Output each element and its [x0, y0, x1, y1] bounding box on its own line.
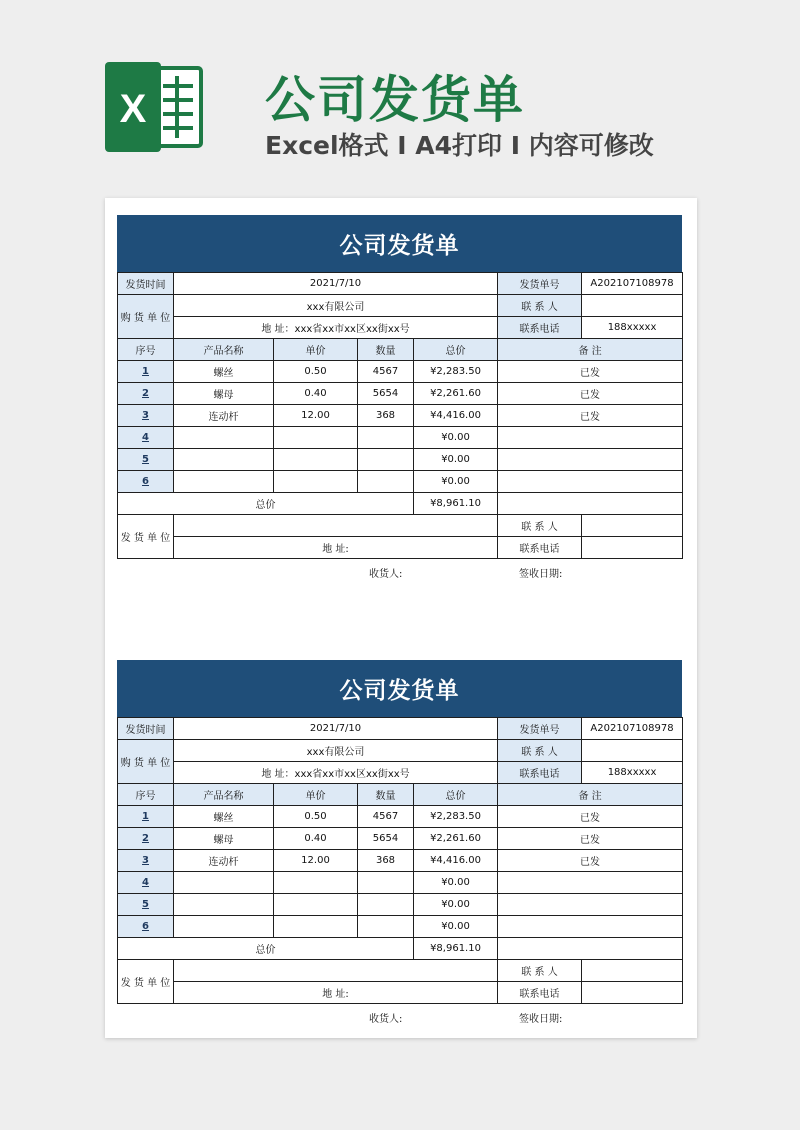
table-row: [118, 894, 683, 916]
col-header-qty: 数量: [358, 784, 414, 806]
sender-row: [118, 960, 683, 982]
row-name[interactable]: 连动杆: [174, 850, 274, 872]
row-qty[interactable]: 4567: [358, 806, 414, 828]
phone-label: 联系电话: [498, 762, 582, 784]
buyer-row: [118, 740, 683, 762]
col-header-price: 单价: [274, 339, 358, 361]
row-note[interactable]: 已发: [498, 828, 683, 850]
sender-contact-value[interactable]: [582, 960, 683, 982]
table-row: [118, 471, 683, 493]
row-no[interactable]: 5: [118, 894, 174, 916]
sender-value[interactable]: [174, 960, 498, 982]
sum-note[interactable]: [498, 938, 683, 960]
row-no[interactable]: 5: [118, 449, 174, 471]
sum-row: [118, 938, 683, 960]
col-header-note: 备 注: [498, 339, 683, 361]
row-no[interactable]: 2: [118, 383, 174, 405]
row-price[interactable]: 0.40: [274, 383, 358, 405]
table-row: [118, 850, 683, 872]
sign-date-label: 签收日期:: [519, 1014, 563, 1025]
row-total[interactable]: ¥0.00: [414, 471, 498, 493]
row-note[interactable]: [498, 427, 683, 449]
row-no[interactable]: 4: [118, 872, 174, 894]
ship-no-label: 发货单号: [498, 718, 582, 740]
ship-info-row: [118, 273, 683, 295]
phone-value[interactable]: 188xxxxx: [582, 317, 683, 339]
row-name[interactable]: [174, 449, 274, 471]
row-price[interactable]: [274, 872, 358, 894]
row-price[interactable]: 0.40: [274, 828, 358, 850]
sender-phone-value[interactable]: [582, 982, 683, 1004]
row-qty[interactable]: 5654: [358, 828, 414, 850]
buyer-label: 购 货 单 位: [118, 295, 174, 339]
row-total[interactable]: ¥4,416.00: [414, 850, 498, 872]
col-header-name: 产品名称: [174, 784, 274, 806]
row-name[interactable]: 螺丝: [174, 361, 274, 383]
hero-title: 公司发货单: [265, 71, 525, 129]
row-note[interactable]: [498, 894, 683, 916]
row-price[interactable]: [274, 471, 358, 493]
contact-value[interactable]: [582, 295, 683, 317]
row-price[interactable]: [274, 427, 358, 449]
excel-logo-letter: X: [119, 87, 147, 131]
ship-time-label: 发货时间: [118, 718, 174, 740]
table-row: [118, 828, 683, 850]
row-price[interactable]: [274, 449, 358, 471]
row-no[interactable]: 1: [118, 806, 174, 828]
sum-note[interactable]: [498, 493, 683, 515]
table-row: [118, 361, 683, 383]
sender-address-row: [118, 982, 683, 1004]
buyer-address-row: [118, 762, 683, 784]
row-name[interactable]: [174, 894, 274, 916]
row-total[interactable]: ¥4,416.00: [414, 405, 498, 427]
col-header-total: 总价: [414, 339, 498, 361]
row-total[interactable]: ¥0.00: [414, 894, 498, 916]
sum-value[interactable]: ¥8,961.10: [414, 493, 498, 515]
ship-no-value[interactable]: A202107108978: [582, 718, 683, 740]
excel-logo-icon: [105, 62, 205, 152]
sender-address-label[interactable]: 地 址:: [174, 982, 498, 1004]
row-no[interactable]: 1: [118, 361, 174, 383]
row-qty[interactable]: 368: [358, 850, 414, 872]
row-note[interactable]: [498, 449, 683, 471]
document-paper: [105, 198, 697, 1038]
buyer-address-row: [118, 317, 683, 339]
sign-footer: [117, 1004, 682, 1028]
row-total[interactable]: ¥2,283.50: [414, 361, 498, 383]
sender-contact-value[interactable]: [582, 515, 683, 537]
row-qty[interactable]: 5654: [358, 383, 414, 405]
row-total[interactable]: ¥2,261.60: [414, 828, 498, 850]
phone-value[interactable]: 188xxxxx: [582, 762, 683, 784]
row-total[interactable]: ¥2,283.50: [414, 806, 498, 828]
buyer-label: 购 货 单 位: [118, 740, 174, 784]
hero-subtitle: Excel格式 I A4打印 I 内容可修改: [265, 131, 654, 160]
row-qty[interactable]: [358, 471, 414, 493]
row-name[interactable]: 螺丝: [174, 806, 274, 828]
row-price[interactable]: 12.00: [274, 405, 358, 427]
invoice-form-1: [117, 215, 682, 583]
table-row: [118, 405, 683, 427]
table-row: [118, 383, 683, 405]
table-row: [118, 806, 683, 828]
row-qty[interactable]: [358, 894, 414, 916]
col-header-note: 备 注: [498, 784, 683, 806]
sender-address-label[interactable]: 地 址:: [174, 537, 498, 559]
row-no[interactable]: 3: [118, 405, 174, 427]
sum-label: 总价: [118, 938, 414, 960]
table-row: [118, 427, 683, 449]
buyer-address[interactable]: 地 址：xxx省xx市xx区xx街xx号: [174, 317, 498, 339]
buyer-row: [118, 295, 683, 317]
sender-value[interactable]: [174, 515, 498, 537]
row-price[interactable]: 0.50: [274, 806, 358, 828]
table-row: [118, 872, 683, 894]
sender-contact-label: 联 系 人: [498, 515, 582, 537]
col-header-no: 序号: [118, 784, 174, 806]
invoice-table: [117, 272, 683, 559]
form-title: 公司发货单: [117, 215, 682, 272]
row-note[interactable]: 已发: [498, 361, 683, 383]
sender-label: 发 货 单 位: [118, 960, 174, 1004]
ship-no-value[interactable]: A202107108978: [582, 273, 683, 295]
sum-value[interactable]: ¥8,961.10: [414, 938, 498, 960]
contact-label: 联 系 人: [498, 295, 582, 317]
row-note[interactable]: [498, 872, 683, 894]
ship-time-value[interactable]: 2021/7/10: [174, 718, 498, 740]
row-qty[interactable]: [358, 427, 414, 449]
row-note[interactable]: 已发: [498, 850, 683, 872]
row-note[interactable]: [498, 471, 683, 493]
col-header-total: 总价: [414, 784, 498, 806]
row-price[interactable]: 0.50: [274, 361, 358, 383]
row-total[interactable]: ¥0.00: [414, 872, 498, 894]
sender-label: 发 货 单 位: [118, 515, 174, 559]
receiver-label: 收货人:: [369, 1014, 403, 1025]
invoice-form-2: [117, 660, 682, 1028]
row-note[interactable]: [498, 916, 683, 938]
row-name[interactable]: 螺母: [174, 383, 274, 405]
row-price[interactable]: 12.00: [274, 850, 358, 872]
row-total[interactable]: ¥2,261.60: [414, 383, 498, 405]
col-header-no: 序号: [118, 339, 174, 361]
row-name[interactable]: 螺母: [174, 828, 274, 850]
col-header-qty: 数量: [358, 339, 414, 361]
row-note[interactable]: 已发: [498, 383, 683, 405]
column-header-row: [118, 784, 683, 806]
row-qty[interactable]: 4567: [358, 361, 414, 383]
sender-phone-value[interactable]: [582, 537, 683, 559]
sign-date-label: 签收日期:: [519, 569, 563, 580]
row-no[interactable]: 6: [118, 471, 174, 493]
row-no[interactable]: 3: [118, 850, 174, 872]
sender-phone-label: 联系电话: [498, 982, 582, 1004]
table-row: [118, 916, 683, 938]
row-total[interactable]: ¥0.00: [414, 427, 498, 449]
buyer-address[interactable]: 地 址：xxx省xx市xx区xx街xx号: [174, 762, 498, 784]
buyer-company[interactable]: xxx有限公司: [174, 295, 498, 317]
row-no[interactable]: 2: [118, 828, 174, 850]
ship-time-value[interactable]: 2021/7/10: [174, 273, 498, 295]
row-no[interactable]: 4: [118, 427, 174, 449]
sum-row: [118, 493, 683, 515]
ship-no-label: 发货单号: [498, 273, 582, 295]
contact-label: 联 系 人: [498, 740, 582, 762]
sum-label: 总价: [118, 493, 414, 515]
sign-footer: [117, 559, 682, 583]
row-name[interactable]: [174, 427, 274, 449]
sender-row: [118, 515, 683, 537]
receiver-label: 收货人:: [369, 569, 403, 580]
row-price[interactable]: [274, 894, 358, 916]
row-qty[interactable]: 368: [358, 405, 414, 427]
row-qty[interactable]: [358, 916, 414, 938]
ship-time-label: 发货时间: [118, 273, 174, 295]
row-total[interactable]: ¥0.00: [414, 916, 498, 938]
table-row: [118, 449, 683, 471]
row-name[interactable]: [174, 872, 274, 894]
row-name[interactable]: [174, 916, 274, 938]
col-header-price: 单价: [274, 784, 358, 806]
row-note[interactable]: 已发: [498, 806, 683, 828]
row-note[interactable]: 已发: [498, 405, 683, 427]
row-no[interactable]: 6: [118, 916, 174, 938]
row-name[interactable]: [174, 471, 274, 493]
phone-label: 联系电话: [498, 317, 582, 339]
invoice-table: [117, 717, 683, 1004]
row-qty[interactable]: [358, 872, 414, 894]
buyer-company[interactable]: xxx有限公司: [174, 740, 498, 762]
form-title: 公司发货单: [117, 660, 682, 717]
row-price[interactable]: [274, 916, 358, 938]
column-header-row: [118, 339, 683, 361]
sender-phone-label: 联系电话: [498, 537, 582, 559]
row-name[interactable]: 连动杆: [174, 405, 274, 427]
col-header-name: 产品名称: [174, 339, 274, 361]
contact-value[interactable]: [582, 740, 683, 762]
sender-contact-label: 联 系 人: [498, 960, 582, 982]
sender-address-row: [118, 537, 683, 559]
ship-info-row: [118, 718, 683, 740]
row-total[interactable]: ¥0.00: [414, 449, 498, 471]
row-qty[interactable]: [358, 449, 414, 471]
